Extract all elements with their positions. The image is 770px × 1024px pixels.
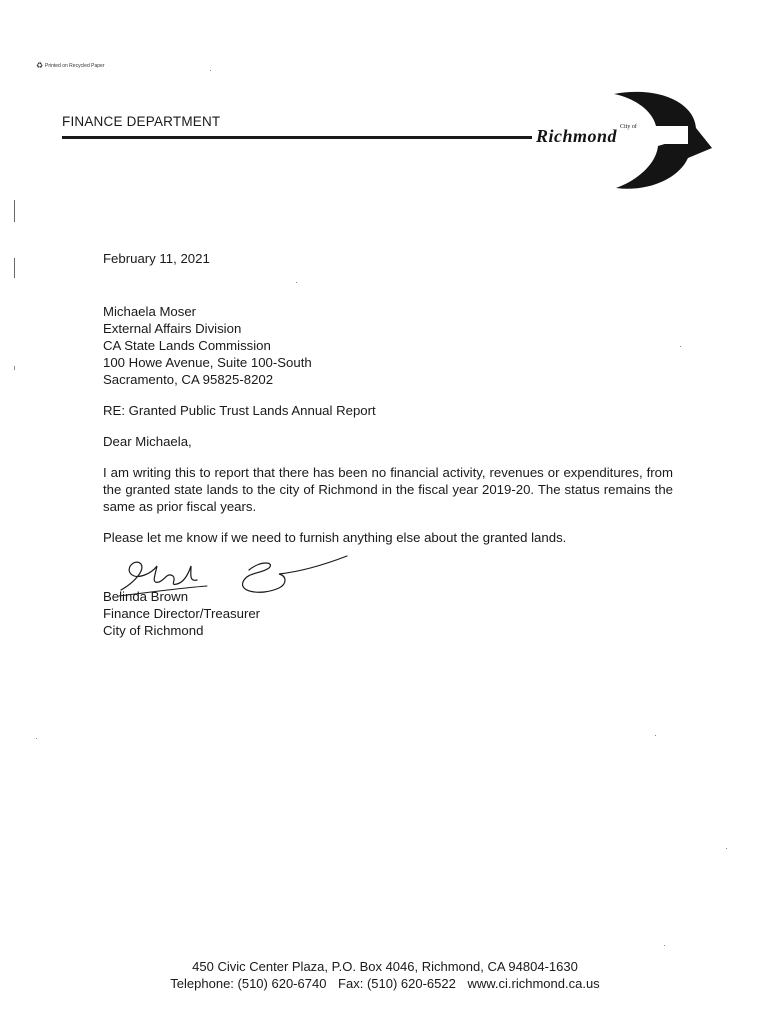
- department-title: FINANCE DEPARTMENT: [62, 114, 221, 129]
- signer-organization: City of Richmond: [103, 623, 204, 638]
- recipient-division: External Affairs Division: [103, 321, 242, 336]
- recipient-name: Michaela Moser: [103, 304, 197, 319]
- letterhead-footer: [0, 958, 770, 992]
- footer-telephone: Telephone: (510) 620-6740: [170, 976, 327, 991]
- letter-body: [103, 250, 673, 639]
- scan-speck: [14, 366, 15, 370]
- margin-mark: [14, 258, 15, 278]
- letter-date: February 11, 2021: [103, 251, 210, 266]
- recycled-paper-note: [36, 62, 104, 69]
- recipient-organization: CA State Lands Commission: [103, 338, 271, 353]
- salutation: Dear Michaela,: [103, 434, 192, 449]
- logo-small-text: City of: [620, 124, 637, 130]
- scan-speck: [726, 848, 727, 849]
- scan-speck: [655, 735, 656, 736]
- body-paragraph: I am writing this to report that there has been no financial activity, revenues or expenditures, from the granted state lands to the city of Richmond in the fiscal year 2019-20. The status remains the same as prior fiscal years.: [103, 465, 673, 514]
- header-rule: [62, 136, 538, 139]
- recycle-icon: ♻: [36, 61, 44, 70]
- subject-line: RE: Granted Public Trust Lands Annual Report: [103, 403, 376, 418]
- footer-fax: Fax: (510) 620-6522: [338, 976, 456, 991]
- recipient-city-state-zip: Sacramento, CA 95825-8202: [103, 372, 274, 387]
- recipient-street: 100 Howe Avenue, Suite 100-South: [103, 355, 312, 370]
- recycled-note-text: Printed on Recycled Paper: [45, 62, 105, 69]
- recipient-address: [103, 303, 673, 388]
- footer-address: 450 Civic Center Plaza, P.O. Box 4046, Richmond, CA 94804-1630: [192, 959, 578, 974]
- logo-wordmark: Richmond: [536, 126, 618, 146]
- closing-paragraph: Please let me know if we need to furnish anything else about the granted lands.: [103, 530, 567, 545]
- city-of-richmond-logo: [528, 88, 718, 194]
- margin-mark: [14, 200, 15, 222]
- scan-speck: [36, 738, 37, 739]
- signer-name: Belinda Brown: [103, 589, 189, 604]
- scan-speck: [664, 945, 665, 946]
- scan-speck: [680, 346, 681, 347]
- signature-block: [103, 588, 673, 639]
- scan-speck: [210, 70, 211, 71]
- signer-title: Finance Director/Treasurer: [103, 606, 261, 621]
- footer-website: www.ci.richmond.ca.us: [467, 976, 600, 991]
- footer-contact: [0, 975, 770, 992]
